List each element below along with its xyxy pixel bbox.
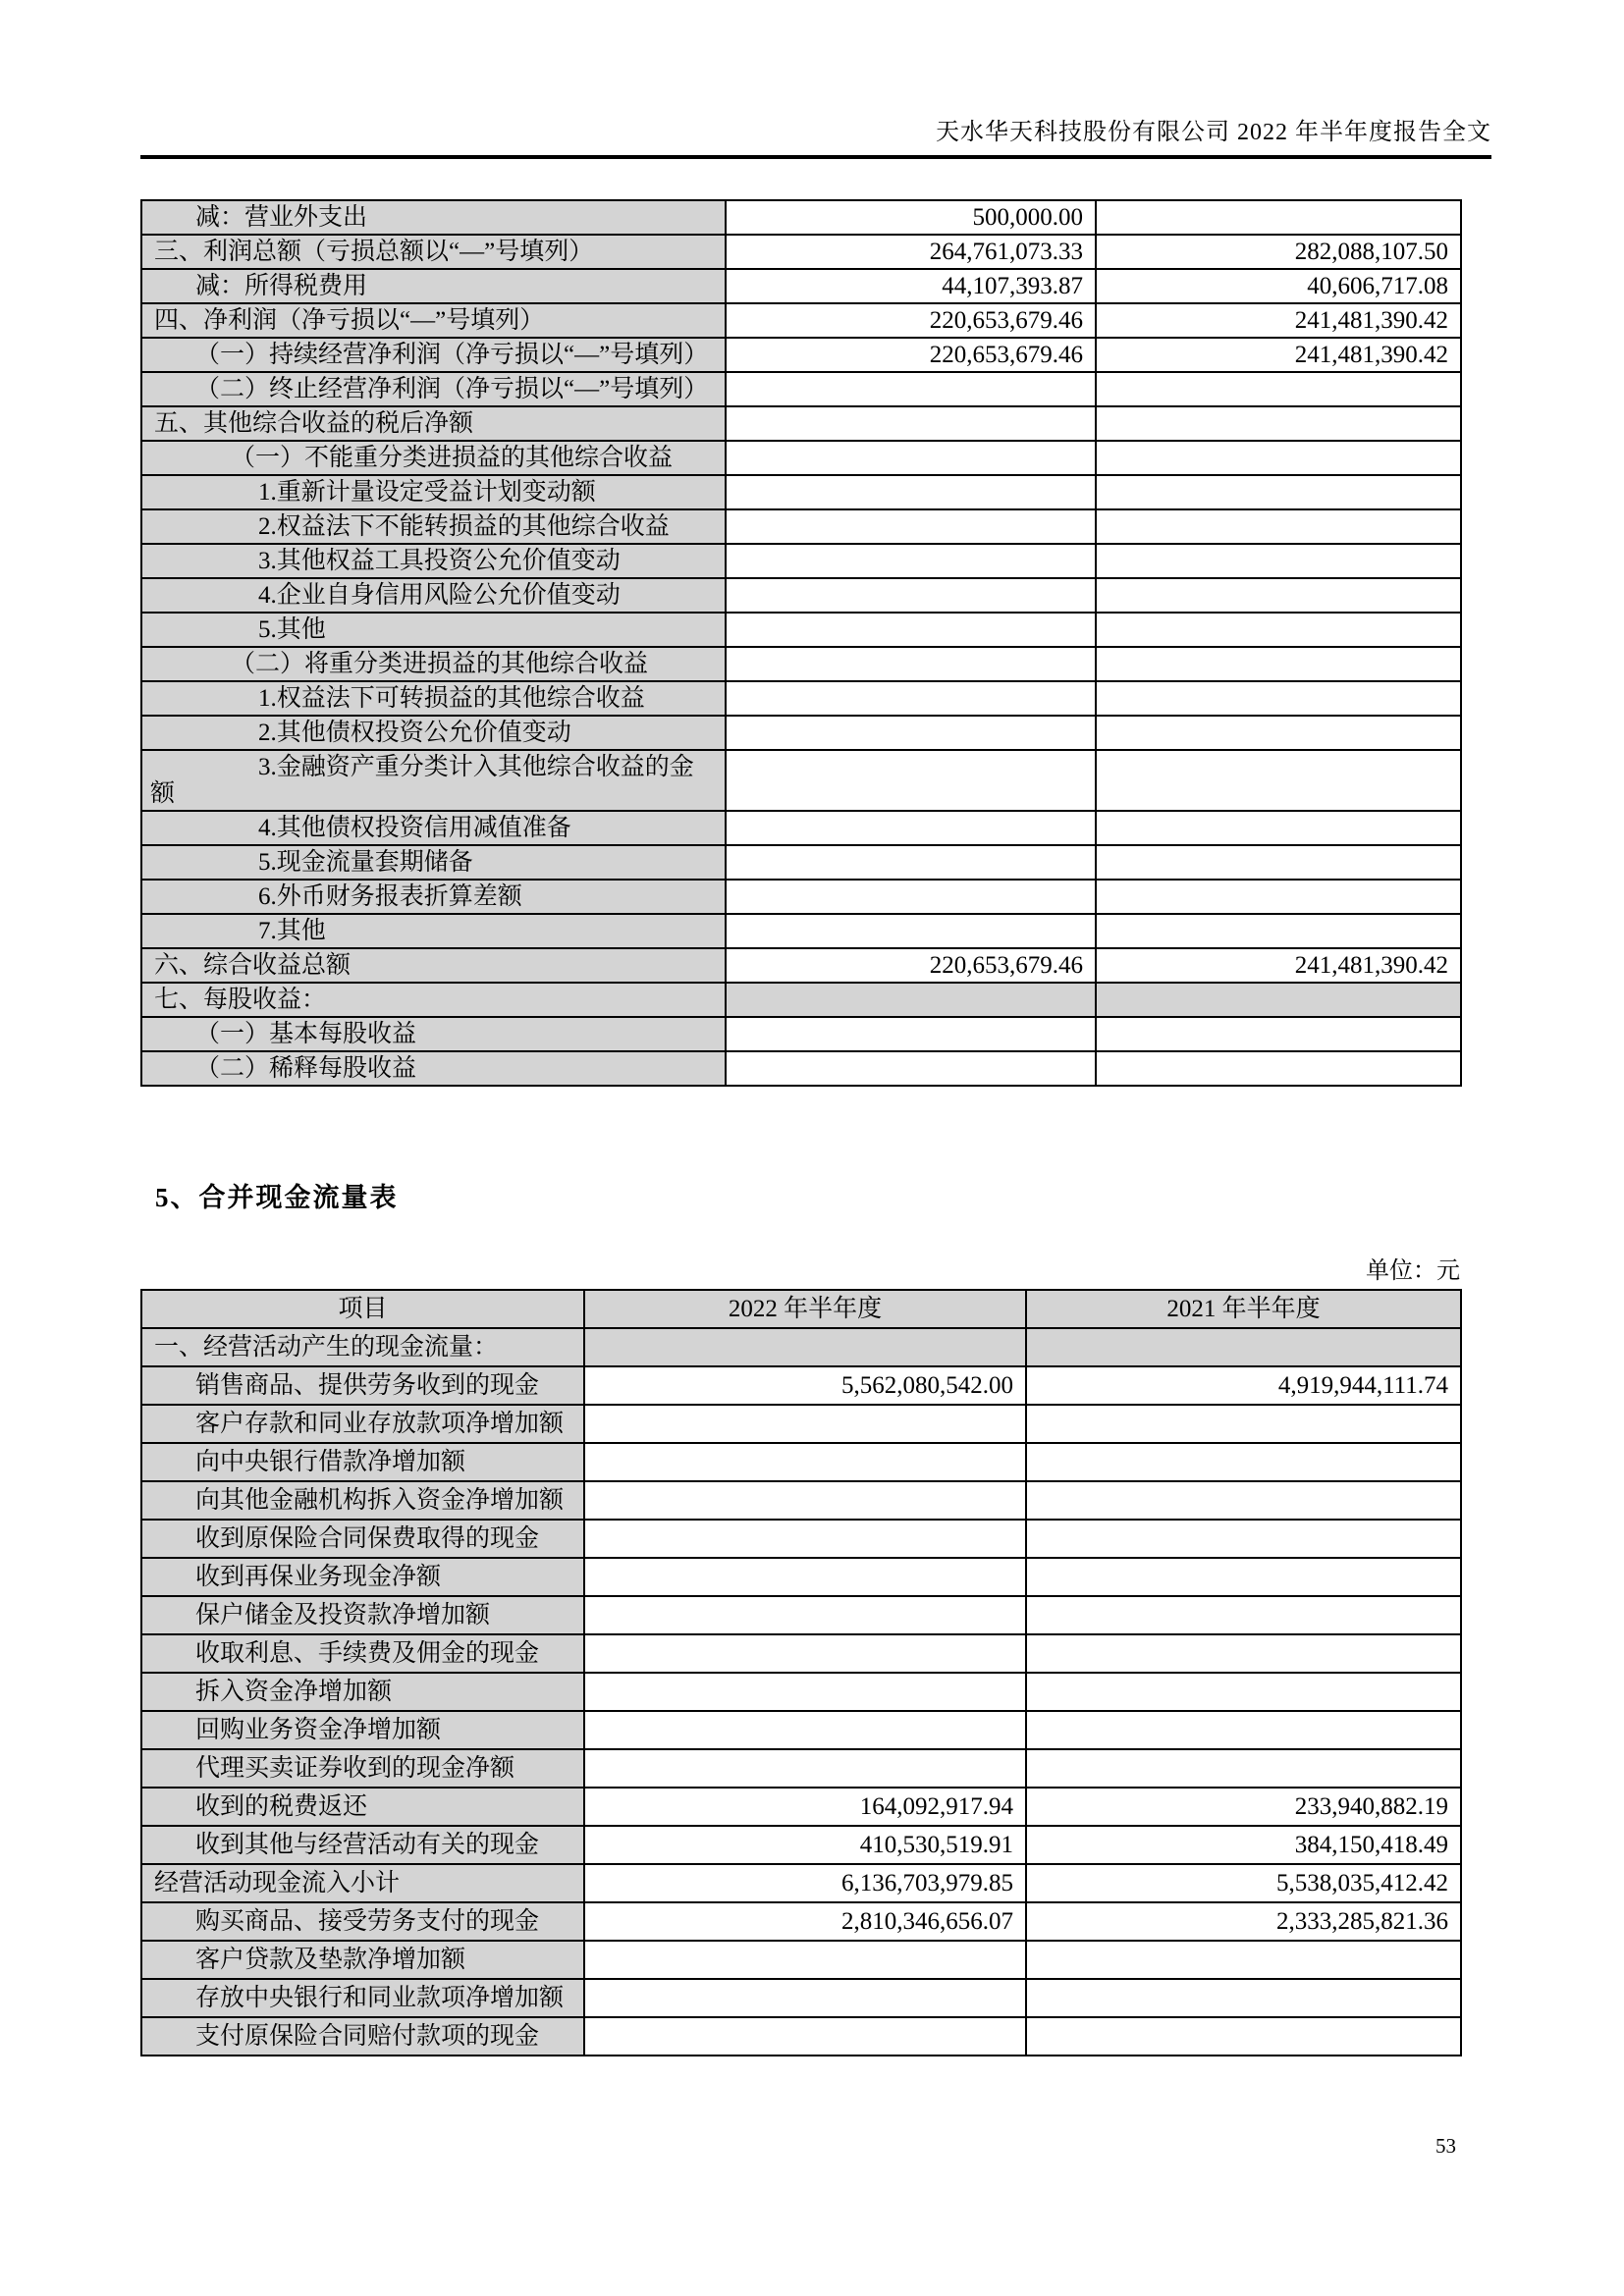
table-row <box>141 1749 1461 1788</box>
value-2021 <box>1026 1673 1461 1711</box>
table-row <box>141 578 1461 613</box>
value-2021: 2,333,285,821.36 <box>1026 1902 1461 1941</box>
row-label: 代理买卖证券收到的现金净额 <box>141 1749 584 1788</box>
table-row <box>141 1051 1461 1086</box>
table-row <box>141 1520 1461 1558</box>
value-2021 <box>1026 1711 1461 1749</box>
value-2022 <box>726 1051 1096 1086</box>
table-row <box>141 475 1461 509</box>
value-2021 <box>1096 811 1461 845</box>
row-label: 收到再保业务现金净额 <box>141 1558 584 1596</box>
value-2021 <box>1026 1749 1461 1788</box>
table-row <box>141 811 1461 845</box>
table-row <box>141 647 1461 681</box>
value-2021 <box>1026 1979 1461 2017</box>
row-label: 减：所得税费用 <box>141 269 726 303</box>
value-2021 <box>1096 647 1461 681</box>
value-2021: 384,150,418.49 <box>1026 1826 1461 1864</box>
value-2021 <box>1096 1017 1461 1051</box>
value-2021 <box>1096 983 1461 1017</box>
row-label: 向中央银行借款净增加额 <box>141 1443 584 1481</box>
value-2022: 220,653,679.46 <box>726 338 1096 372</box>
row-label: 七、每股收益： <box>141 983 726 1017</box>
table-row <box>141 1017 1461 1051</box>
row-label: 2.权益法下不能转损益的其他综合收益 <box>141 509 726 544</box>
value-2022: 44,107,393.87 <box>726 269 1096 303</box>
table-row <box>141 1941 1461 1979</box>
value-2022 <box>584 1328 1026 1366</box>
value-2022: 264,761,073.33 <box>726 235 1096 269</box>
page-header <box>140 112 1491 159</box>
row-label: 1.权益法下可转损益的其他综合收益 <box>141 681 726 716</box>
cashflow-header-row <box>141 1290 1461 1328</box>
table-row <box>141 1788 1461 1826</box>
value-2022 <box>584 1596 1026 1634</box>
value-2021: 282,088,107.50 <box>1096 235 1461 269</box>
value-2021 <box>1096 441 1461 475</box>
row-label: 销售商品、提供劳务收到的现金 <box>141 1366 584 1405</box>
column-header-item: 项目 <box>141 1290 584 1328</box>
row-label: 存放中央银行和同业款项净增加额 <box>141 1979 584 2017</box>
table-row <box>141 235 1461 269</box>
value-2021 <box>1096 372 1461 406</box>
table-row <box>141 1864 1461 1902</box>
table-row <box>141 544 1461 578</box>
value-2021 <box>1026 1443 1461 1481</box>
value-2022: 410,530,519.91 <box>584 1826 1026 1864</box>
table-row <box>141 509 1461 544</box>
value-2021 <box>1026 2017 1461 2056</box>
value-2021 <box>1096 406 1461 441</box>
table-row <box>141 845 1461 880</box>
value-2022: 164,092,917.94 <box>584 1788 1026 1826</box>
value-2022 <box>584 1749 1026 1788</box>
report-header-title: 天水华天科技股份有限公司 2022 年半年度报告全文 <box>936 120 1491 145</box>
value-2022: 220,653,679.46 <box>726 948 1096 983</box>
row-label: 5.现金流量套期储备 <box>141 845 726 880</box>
page-number: 53 <box>1435 2134 1456 2158</box>
row-label: 支付原保险合同赔付款项的现金 <box>141 2017 584 2056</box>
row-label: 回购业务资金净增加额 <box>141 1711 584 1749</box>
table-row <box>141 1328 1461 1366</box>
value-2021 <box>1096 200 1461 235</box>
value-2021: 241,481,390.42 <box>1096 303 1461 338</box>
value-2021 <box>1096 509 1461 544</box>
value-2022 <box>726 716 1096 750</box>
row-label: 六、综合收益总额 <box>141 948 726 983</box>
table-row <box>141 200 1461 235</box>
row-label: （二）终止经营净利润（净亏损以“—”号填列） <box>141 372 726 406</box>
value-2021: 241,481,390.42 <box>1096 338 1461 372</box>
column-header-2021: 2021 年半年度 <box>1026 1290 1461 1328</box>
value-2021 <box>1026 1520 1461 1558</box>
income-statement-table <box>140 199 1462 1087</box>
row-label: 保户储金及投资款净增加额 <box>141 1596 584 1634</box>
row-label: 3.其他权益工具投资公允价值变动 <box>141 544 726 578</box>
value-2022 <box>726 578 1096 613</box>
row-label: 4.企业自身信用风险公允价值变动 <box>141 578 726 613</box>
value-2022 <box>726 845 1096 880</box>
table-row <box>141 681 1461 716</box>
row-label: （一）基本每股收益 <box>141 1017 726 1051</box>
table-row <box>141 750 1461 811</box>
value-2022 <box>726 983 1096 1017</box>
value-2022 <box>726 441 1096 475</box>
value-2022 <box>584 1941 1026 1979</box>
table-row <box>141 1673 1461 1711</box>
value-2022: 6,136,703,979.85 <box>584 1864 1026 1902</box>
table-row <box>141 613 1461 647</box>
row-label: （二）将重分类进损益的其他综合收益 <box>141 647 726 681</box>
value-2022: 5,562,080,542.00 <box>584 1366 1026 1405</box>
row-label: 收到其他与经营活动有关的现金 <box>141 1826 584 1864</box>
value-2022 <box>726 406 1096 441</box>
value-2022 <box>584 1405 1026 1443</box>
row-label: 2.其他债权投资公允价值变动 <box>141 716 726 750</box>
table-row <box>141 2017 1461 2056</box>
value-2021 <box>1096 613 1461 647</box>
row-label: 7.其他 <box>141 914 726 948</box>
value-2021 <box>1096 681 1461 716</box>
table-row <box>141 1711 1461 1749</box>
value-2021 <box>1026 1634 1461 1673</box>
table-row <box>141 338 1461 372</box>
value-2021 <box>1026 1596 1461 1634</box>
row-label: 四、净利润（净亏损以“—”号填列） <box>141 303 726 338</box>
table-row <box>141 1405 1461 1443</box>
row-label: 一、经营活动产生的现金流量： <box>141 1328 584 1366</box>
value-2022 <box>584 1481 1026 1520</box>
value-2022 <box>584 1979 1026 2017</box>
table-row <box>141 1443 1461 1481</box>
value-2022 <box>726 750 1096 811</box>
value-2021 <box>1096 578 1461 613</box>
table-row <box>141 1481 1461 1520</box>
value-2021 <box>1026 1481 1461 1520</box>
row-label: （一）持续经营净利润（净亏损以“—”号填列） <box>141 338 726 372</box>
value-2022: 500,000.00 <box>726 200 1096 235</box>
cashflow-body <box>141 1328 1461 2056</box>
table-row <box>141 948 1461 983</box>
table-row <box>141 441 1461 475</box>
value-2021 <box>1096 750 1461 811</box>
value-2021: 40,606,717.08 <box>1096 269 1461 303</box>
row-label: 客户存款和同业存放款项净增加额 <box>141 1405 584 1443</box>
table-row <box>141 1366 1461 1405</box>
table-row <box>141 1826 1461 1864</box>
value-2022 <box>584 1558 1026 1596</box>
table-row <box>141 1979 1461 2017</box>
value-2021: 4,919,944,111.74 <box>1026 1366 1461 1405</box>
value-2022 <box>726 475 1096 509</box>
row-label: 收到的税费返还 <box>141 1788 584 1826</box>
row-label: 收取利息、手续费及佣金的现金 <box>141 1634 584 1673</box>
table-row <box>141 716 1461 750</box>
value-2022 <box>726 647 1096 681</box>
value-2021 <box>1096 475 1461 509</box>
table-row <box>141 880 1461 914</box>
value-2022 <box>726 681 1096 716</box>
table-row <box>141 269 1461 303</box>
value-2022 <box>726 613 1096 647</box>
value-2022 <box>726 372 1096 406</box>
row-label: 购买商品、接受劳务支付的现金 <box>141 1902 584 1941</box>
table-row <box>141 1634 1461 1673</box>
value-2022 <box>726 914 1096 948</box>
unit-label: 单位：元 <box>1366 1258 1460 1284</box>
value-2022 <box>584 1520 1026 1558</box>
row-label: 减：营业外支出 <box>141 200 726 235</box>
value-2021 <box>1026 1558 1461 1596</box>
value-2022 <box>584 2017 1026 2056</box>
value-2021 <box>1096 880 1461 914</box>
row-label: 向其他金融机构拆入资金净增加额 <box>141 1481 584 1520</box>
value-2022 <box>726 509 1096 544</box>
value-2022 <box>726 1017 1096 1051</box>
section-heading-cashflow: 5、合并现金流量表 <box>155 1183 399 1212</box>
table-row <box>141 372 1461 406</box>
column-header-2022: 2022 年半年度 <box>584 1290 1026 1328</box>
row-label: 4.其他债权投资信用减值准备 <box>141 811 726 845</box>
row-label: 拆入资金净增加额 <box>141 1673 584 1711</box>
row-label: 6.外币财务报表折算差额 <box>141 880 726 914</box>
row-label: 5.其他 <box>141 613 726 647</box>
table-row <box>141 983 1461 1017</box>
value-2021 <box>1096 544 1461 578</box>
value-2021 <box>1096 845 1461 880</box>
row-label: （一）不能重分类进损益的其他综合收益 <box>141 441 726 475</box>
value-2021 <box>1096 1051 1461 1086</box>
value-2022 <box>726 811 1096 845</box>
value-2022: 220,653,679.46 <box>726 303 1096 338</box>
value-2021 <box>1026 1328 1461 1366</box>
value-2021 <box>1026 1405 1461 1443</box>
table-row <box>141 1902 1461 1941</box>
value-2021: 5,538,035,412.42 <box>1026 1864 1461 1902</box>
value-2021 <box>1096 914 1461 948</box>
row-label: 收到原保险合同保费取得的现金 <box>141 1520 584 1558</box>
table-row <box>141 303 1461 338</box>
row-label: 1.重新计量设定受益计划变动额 <box>141 475 726 509</box>
value-2022 <box>584 1711 1026 1749</box>
table-row <box>141 1558 1461 1596</box>
cashflow-table <box>140 1289 1462 2056</box>
value-2021: 241,481,390.42 <box>1096 948 1461 983</box>
row-label: 经营活动现金流入小计 <box>141 1864 584 1902</box>
table-row <box>141 914 1461 948</box>
table-row <box>141 406 1461 441</box>
value-2022 <box>726 880 1096 914</box>
value-2021: 233,940,882.19 <box>1026 1788 1461 1826</box>
value-2021 <box>1026 1941 1461 1979</box>
value-2022 <box>584 1443 1026 1481</box>
row-label: 五、其他综合收益的税后净额 <box>141 406 726 441</box>
value-2022: 2,810,346,656.07 <box>584 1902 1026 1941</box>
income-statement-body <box>141 200 1461 1086</box>
value-2021 <box>1096 716 1461 750</box>
table-row <box>141 1596 1461 1634</box>
value-2022 <box>584 1673 1026 1711</box>
value-2022 <box>726 544 1096 578</box>
row-label: 客户贷款及垫款净增加额 <box>141 1941 584 1979</box>
value-2022 <box>584 1634 1026 1673</box>
row-label: 3.金融资产重分类计入其他综合收益的金额 <box>141 750 726 811</box>
row-label: （二）稀释每股收益 <box>141 1051 726 1086</box>
row-label: 三、利润总额（亏损总额以“—”号填列） <box>141 235 726 269</box>
